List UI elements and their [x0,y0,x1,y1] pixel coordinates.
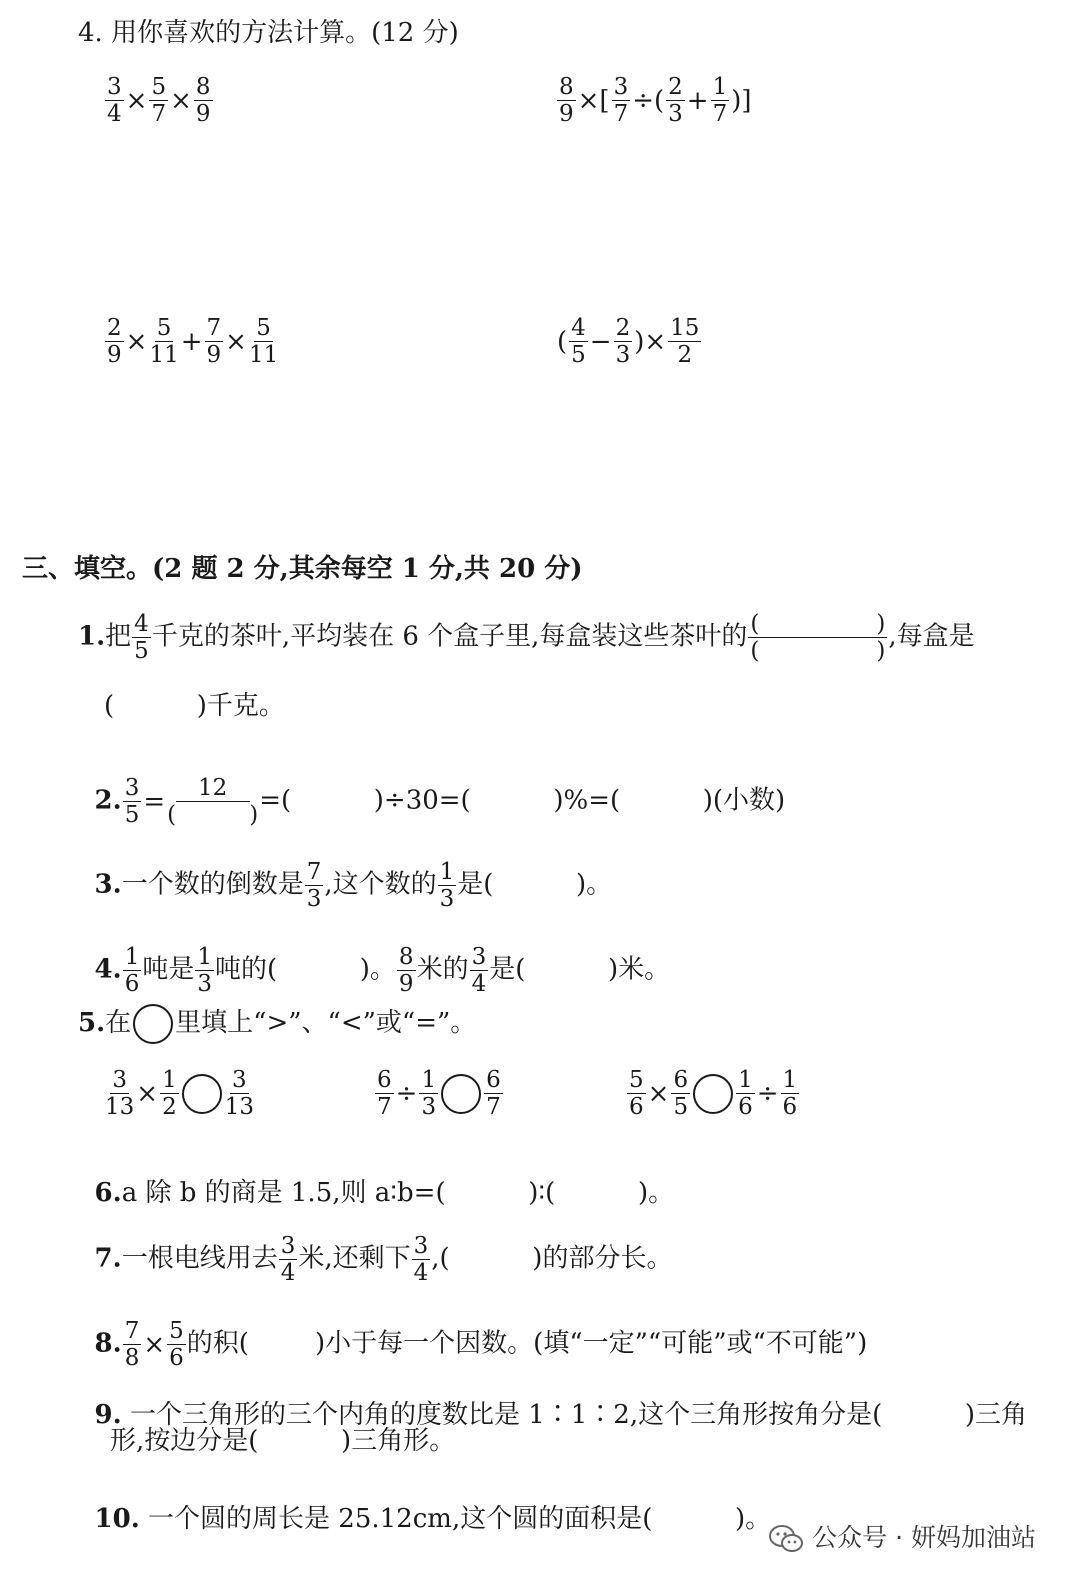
fraction: $\frac{1}{6}$ [738,1067,753,1121]
watermark [768,1518,1036,1554]
fraction: $\frac{3}{4}$ [471,944,487,998]
problem-7: 7.一根电线用去 $\frac{3}{4}$ 米,还剩下 $\frac{3}{4}$ ,( )的部分长。 [94,1233,673,1287]
q4-title: 4. 用你喜欢的方法计算。(12 分) [78,18,459,48]
fraction: $\frac{2}{9}$ [107,315,122,369]
problem-9: 9. 一个三角形的三个内角的度数比是 1∶1∶2,这个三角形按角分是( )三角 [94,1400,1028,1430]
fraction: $\frac{4}{5}$ [571,315,586,369]
compare-circle[interactable] [441,1074,481,1114]
compare-circle[interactable] [693,1074,733,1114]
fraction: $\frac{3}{13}$ [224,1067,254,1121]
problem-number: 2. [94,785,122,816]
problem-3: 3.一个数的倒数是 $\frac{7}{3}$ ,这个数的 $\frac{1}{3}$ 是( )。 [94,859,613,913]
fraction: $\frac{3}{4}$ [107,74,122,128]
problem-5-compare-1: $\frac{3}{13}$ × $\frac{1}{2}$ $\frac{3}{13}$ [105,1067,254,1121]
fraction: $\frac{3}{4}$ [280,1233,296,1287]
fraction: $\frac{3}{7}$ [613,74,629,128]
fraction: $\frac{1}{3}$ [421,1067,437,1121]
problem-1: 1.把 $\frac{4}{5}$ 千克的茶叶,平均装在 6 个盒子里,每盒装这些茶叶的 $\frac{( )}{( )}$ ,每盒是 [78,611,975,665]
problem-number: 4. [94,954,122,985]
problem-5-compare-2: $\frac{6}{7}$ ÷ $\frac{1}{3}$ $\frac{6}{7}$ [377,1067,501,1121]
fraction: $\frac{3}{4}$ [413,1233,429,1287]
fraction: $\frac{5}{6}$ [629,1067,644,1121]
fraction-blank[interactable]: $\frac{12}{( )}$ [167,775,259,829]
fraction: $\frac{3}{13}$ [105,1067,135,1121]
problem-5: 5.在 里填上“>”、“<”或“=”。 [78,1004,476,1044]
problem-number: 5. [78,1008,106,1038]
fraction: $\frac{1}{7}$ [712,74,728,128]
fraction: $\frac{8}{9}$ [559,74,574,128]
fraction-blank[interactable]: $\frac{( )}{( )}$ [750,611,886,665]
fraction: $\frac{6}{5}$ [673,1067,689,1121]
q4-expression-4: ( $\frac{4}{5}$ − $\frac{2}{3}$ )× $\frac{15}{2}$ [557,315,700,369]
problem-2: 2. $\frac{3}{5}$ = $\frac{12}{( )}$ =( )÷30=( )%=( )(小数) [94,775,786,829]
fraction: $\frac{1}{6}$ [782,1067,798,1121]
problem-8: 8. $\frac{7}{8}$ × $\frac{5}{6}$ 的积( )小于每一个因数。(填“一定”“可能”或“不可能”) [94,1318,868,1372]
problem-1-continued: ( )千克。 [104,691,285,721]
wechat-icon [768,1524,804,1554]
fraction: $\frac{5}{11}$ [149,315,179,369]
fraction: $\frac{3}{5}$ [124,775,140,829]
problem-number: 7. [94,1243,122,1274]
fraction: $\frac{5}{11}$ [248,315,279,369]
watermark-text: 公众号 · 妍妈加油站 [812,1523,1036,1552]
fraction: $\frac{5}{7}$ [151,74,167,128]
fraction: $\frac{7}{9}$ [206,315,222,369]
fraction: $\frac{1}{6}$ [124,944,140,998]
problem-number: 3. [94,869,122,900]
q4-expression-1: $\frac{3}{4}$ × $\frac{5}{7}$ × $\frac{8}{9}$ [107,74,211,128]
fraction: $\frac{1}{3}$ [197,944,212,998]
fraction: $\frac{1}{3}$ [439,859,455,913]
fraction: $\frac{5}{6}$ [169,1318,184,1372]
fraction: $\frac{7}{3}$ [306,859,322,913]
q4-expression-2: $\frac{8}{9}$ ×[ $\frac{3}{7}$ ÷( $\frac{2}{3}$ + $\frac{1}{7}$ )] [559,74,752,128]
fraction: $\frac{7}{8}$ [124,1318,140,1372]
problem-4: 4. $\frac{1}{6}$ 吨是 $\frac{1}{3}$ 吨的( )。 $\frac{8}{9}$ 米的 $\frac{3}{4}$ 是( )米。 [94,944,671,998]
fraction: $\frac{15}{2}$ [670,315,700,369]
problem-number: 6. [94,1178,122,1208]
fraction: $\frac{4}{5}$ [134,611,149,665]
fraction: $\frac{6}{7}$ [377,1067,392,1121]
problem-10: 10. 一个圆的周长是 25.12cm,这个圆的面积是( )。 [94,1504,772,1534]
problem-number: 8. [94,1328,122,1359]
compare-circle[interactable] [182,1074,222,1114]
circle-icon [133,1004,173,1044]
problem-9-continued: 形,按边分是( )三角形。 [110,1426,456,1456]
fraction: $\frac{2}{3}$ [668,74,683,128]
problem-number: 9. [94,1400,122,1430]
fraction: $\frac{8}{9}$ [195,74,211,128]
problem-5-compare-3: $\frac{5}{6}$ × $\frac{6}{5}$ $\frac{1}{6}$ ÷ $\frac{1}{6}$ [629,1067,798,1121]
fraction: $\frac{1}{2}$ [162,1067,177,1121]
problem-number: 10. [94,1504,140,1534]
fraction: $\frac{8}{9}$ [398,944,414,998]
fraction: $\frac{6}{7}$ [486,1067,501,1121]
fraction: $\frac{2}{3}$ [615,315,631,369]
q4-expression-3: $\frac{2}{9}$ × $\frac{5}{11}$ + $\frac{7}{9}$ × $\frac{5}{11}$ [107,315,279,369]
problem-number: 1. [78,621,106,652]
section-3-title: 三、填空。(2 题 2 分,其余每空 1 分,共 20 分) [22,554,583,584]
problem-6: 6.a 除 b 的商是 1.5,则 a∶b=( )∶( )。 [94,1178,675,1208]
